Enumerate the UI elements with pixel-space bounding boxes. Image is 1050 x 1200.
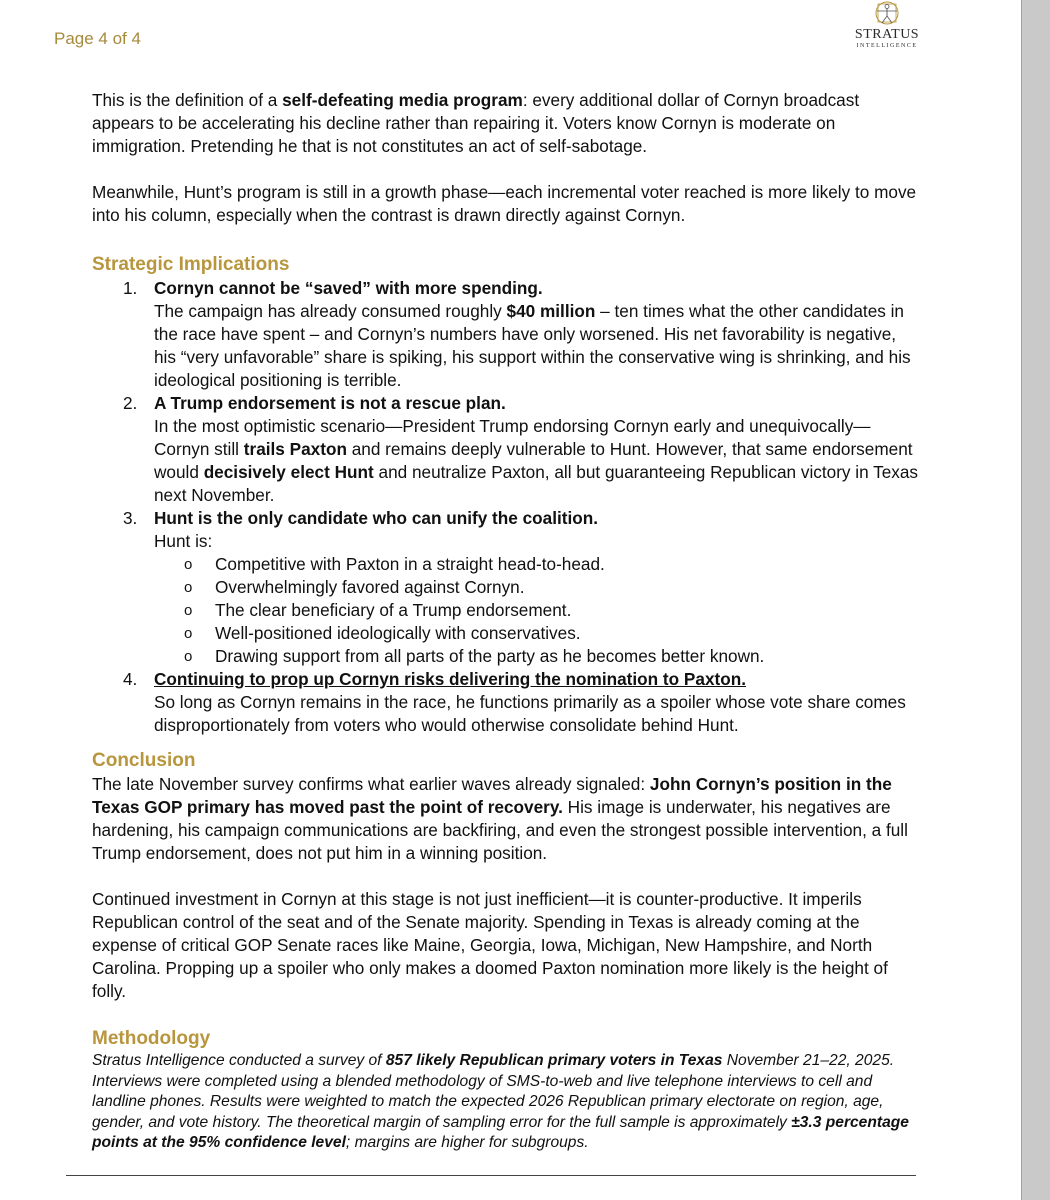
list-item: o The clear beneficiary of a Trump endorsement. [184, 600, 572, 620]
viewer-scroll-gutter[interactable] [1022, 0, 1050, 1200]
intro-paragraph-2: Meanwhile, Hunt’s program is still in a growth phase—each incremental voter reached is more likely to move into his column, especially when the contrast is drawn directly against Cornyn. [92, 182, 917, 225]
conclusion-paragraph-2: Continued investment in Cornyn at this stage is not just inefficient—it is counter-productive. It imperils Republican control of the seat and of the Senate majority. Spending in Texas is already coming at the expense of critical GOP Senate races like Maine, Georgia, Iowa, Michigan, New Hampshire, and North Carolina. Propping up a spoiler who only makes a doomed Paxton nomination more likely is the height of folly. [92, 889, 888, 1001]
list-item: o Well-positioned ideologically with conservatives. [184, 623, 581, 643]
conclusion-paragraph-1: The late November survey confirms what earlier waves already signaled: John Cornyn’s position in the Texas GOP primary has moved past the point of recovery. His image is underwater, his negatives are hardening, his campaign communications are backfiring, and even the strongest possible intervention, a full Trump endorsement, does not put him in a winning position. [92, 774, 908, 863]
list-item: o Competitive with Paxton in a straight head-to-head. [184, 554, 605, 574]
implication-item-2: 2. A Trump endorsement is not a rescue plan. In the most optimistic scenario—President Trump endorsing Cornyn early and unequivocally—Cornyn still trails Paxton and remains deeply vulnerable to Hunt. However, that same endorsement would decisively elect Hunt and neutralize Paxton, all but guaranteeing Republican victory in Texas next November. [123, 393, 919, 505]
implication-item-4: 4. Continuing to prop up Cornyn risks delivering the nomination to Paxton. So long as Cornyn remains in the race, he functions primarily as a spoiler whose vote share comes disproportionately from voters who would otherwise consolidate behind Hunt. [123, 669, 906, 735]
stratus-logo [849, 0, 925, 50]
implication-item-1: 1. Cornyn cannot be “saved” with more spending. The campaign has already consumed roughly $40 million – ten times what the other candidates in the race have spent – and Cornyn’s numbers have only worsened. His net favorability is negative, his “very unfavorable” share is spiking, his support within the conservative wing is shrinking, and his ideological positioning is terrible. [123, 278, 911, 390]
footer-divider [66, 1175, 916, 1176]
hunt-attributes-list [154, 553, 922, 668]
methodology-heading: Methodology [92, 1028, 211, 1049]
logo-name: STRATUS [854, 27, 920, 42]
vitruvian-emblem-icon [874, 0, 900, 28]
page-content [92, 89, 922, 1154]
implication-title: Cornyn cannot be “saved” with more spending. [154, 278, 543, 298]
implication-title: Hunt is the only candidate who can unify the coalition. [154, 508, 599, 528]
list-item: o Drawing support from all parts of the party as he becomes better known. [184, 646, 765, 666]
methodology-paragraph: Stratus Intelligence conducted a survey of 857 likely Republican primary voters in Texas November 21–22, 2025. Interviews were completed using a blended methodology of SMS-to-web and live telephone interviews to cell and landline phones. Results were weighted to match the expected 2026 Republican primary electorate on region, age, gender, and vote history. The theoretical margin of sampling error for the full sample is approximately ±3.3 percentage points at the 95% confidence level; margins are higher for subgroups. [92, 1052, 909, 1151]
implication-item-3: 3. Hunt is the only candidate who can unify the coalition. Hunt is: o Competitive with Paxton in a straight head-to-head. o Overwhelmingly favored against Cornyn. o The clear beneficiary of a Trump endorsement. o Well-positioned ideologically with conservatives. o Drawing support from all parts of the party as he becomes better known. [92, 507, 922, 668]
implication-title: A Trump endorsement is not a rescue plan. [154, 393, 506, 413]
intro-paragraph-1: This is the definition of a self-defeating media program: every additional dollar of Cornyn broadcast appears to be accelerating his decline rather than repairing it. Voters know Cornyn is moderate on immigration. Pretending he that is not constitutes an act of self-sabotage. [92, 90, 860, 156]
list-item: o Overwhelmingly favored against Cornyn. [184, 577, 525, 597]
logo-subtitle: INTELLIGENCE [856, 43, 918, 49]
page-number: Page 4 of 4 [54, 29, 141, 48]
implications-list [92, 277, 922, 737]
implication-title: Continuing to prop up Cornyn risks delivering the nomination to Paxton. [154, 669, 747, 689]
strategic-implications-heading: Strategic Implications [92, 254, 290, 275]
conclusion-heading: Conclusion [92, 750, 196, 771]
